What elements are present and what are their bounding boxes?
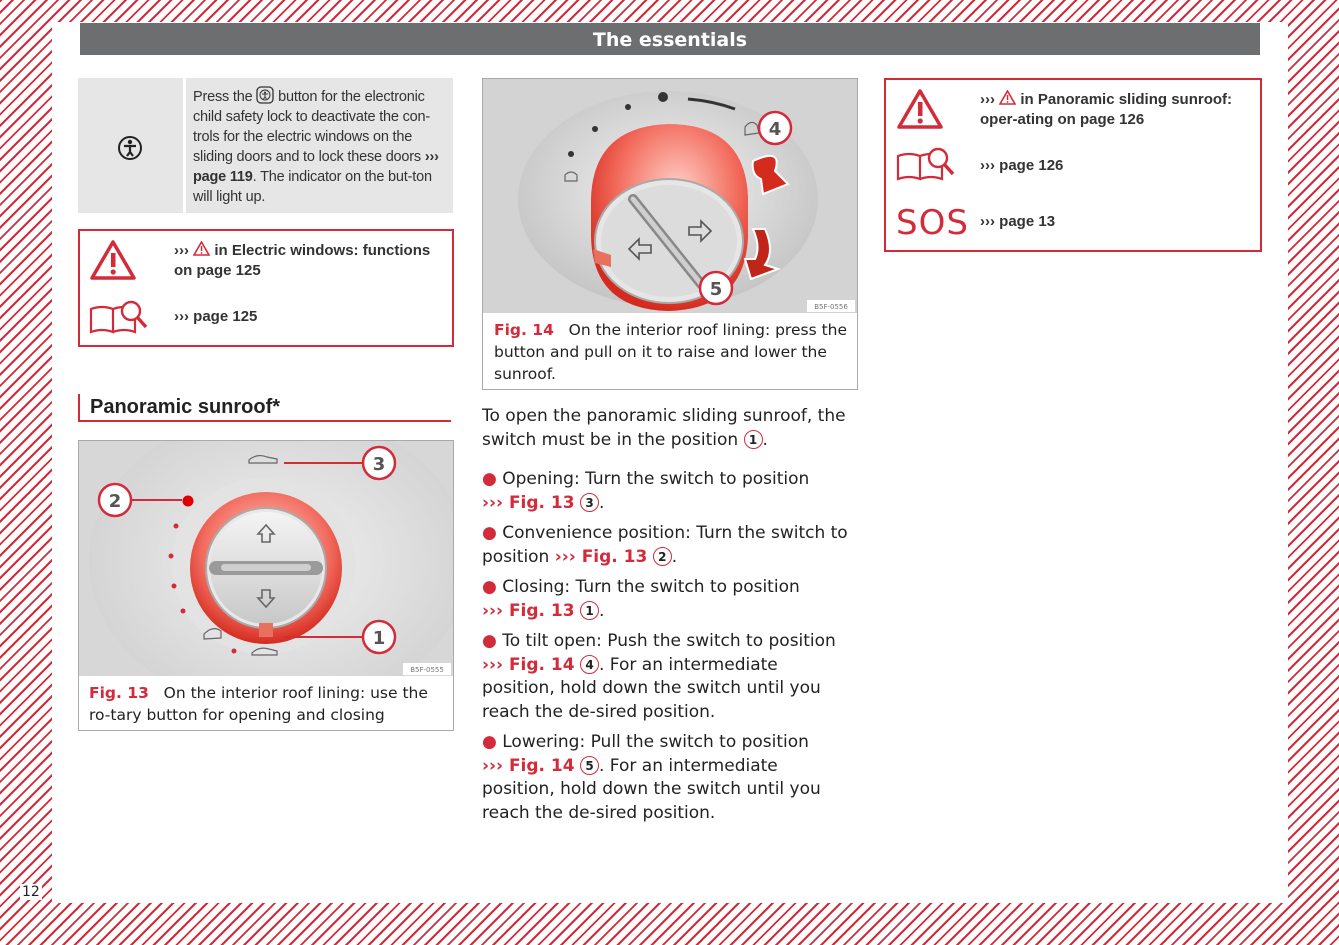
symbol-table [78,78,453,213]
child-lock-text-3: . The indicator on the but-ton will light up. [193,169,432,205]
figure-13 [78,440,454,731]
book-reference-page: page 125 [193,308,258,325]
bullet-item [482,576,852,623]
position-badge: 1 [744,430,763,449]
warning-box-left [78,229,454,347]
ref-arrows: ››› [174,308,189,325]
book-reference[interactable] [980,156,1063,176]
child-lock-text-2: button for the electronic child safety lock to deactivate the con-trols for the electric windows on the sliding doors and to lock these doors [193,89,431,165]
figure-code: B5F-0556 [814,303,848,311]
intro-text: To open the panoramic sliding sunroof, the switch must be in the position [482,406,846,450]
callout-1 [363,621,395,653]
position-badge: 1 [580,601,599,620]
warning-triangle-icon [896,88,944,130]
figure-label: Fig. 14 [494,321,554,339]
child-lock-text-1: Press the [193,89,253,105]
position-badge: 5 [580,756,599,775]
symbol-cell [78,78,186,213]
caption-text: On the interior roof lining: use the ro-tary button for opening and closing [89,684,428,724]
fig-ref-text: Fig. 14 [508,654,575,675]
callout-5-label: 5 [709,279,723,300]
warning-text: in Panoramic sliding sunroof: oper-ating on page 126 [980,91,1233,128]
bullet-dot: ● [482,577,497,597]
warning-box-right [884,78,1262,252]
bullet-dot: ● [482,469,497,489]
figure-14-caption [494,319,849,385]
bullet-tail: . [599,492,605,513]
sunroof-switch-illustration [483,79,857,313]
figure-13-caption [89,682,444,726]
caption-text: On the interior roof lining: press the button and pull on it to raise and lower the sunroof. [494,321,848,383]
ref-arrows: ››› [424,149,439,165]
bullet-dot: ● [482,631,497,651]
bullet-text: Opening: Turn the switch to position [502,469,810,489]
bullet-tail: . For an intermediate position, hold down the switch until you reach the de-sired position. [482,654,821,722]
callout-3-label: 3 [372,454,386,475]
bullet-item [482,522,852,569]
callout-4-label: 4 [768,119,782,140]
book-reference-page: page 126 [999,157,1064,174]
fig-ref-link[interactable]: ››› Fig. 14 [482,755,575,776]
figure-label: Fig. 13 [89,684,149,702]
child-lock-page-link[interactable]: page 119 [193,169,253,185]
bullet-item [482,731,852,825]
fig-ref-link[interactable]: ››› Fig. 13 [482,600,575,621]
ref-arrows: ››› [980,91,995,108]
callout-5 [700,272,732,304]
intro-paragraph: To open the panoramic sliding sunroof, the switch must be in the position 1 . [482,406,846,450]
bullet-item [482,468,852,515]
section-heading: Panoramic sunroof* [78,394,451,422]
figure-code: B5F-0555 [410,666,444,674]
small-warning-icon [999,90,1016,105]
callout-3 [363,447,395,479]
book-reference[interactable] [174,307,257,327]
bullet-text: Convenience position: Turn the switch to position [482,523,848,567]
fig-ref-link[interactable]: ››› Fig. 13 [482,492,575,513]
instructions [482,405,852,825]
position-badge: 2 [653,547,672,566]
callout-2 [99,484,131,516]
rotary-switch-illustration [79,441,453,676]
page-number: 12 [22,884,40,900]
warning-triangle-icon [89,239,137,281]
bullet-tail: . [671,546,678,567]
page-header: The essentials [80,23,1260,55]
child-lock-description [193,86,443,207]
fig-ref-link[interactable]: ››› Fig. 14 [482,654,575,675]
callout-1-label: 1 [372,628,386,649]
warning-reference[interactable] [174,241,444,281]
book-magnifier-icon [88,299,150,335]
bullet-text: Lowering: Pull the switch to position [502,732,809,752]
ref-arrows: ››› [980,157,995,174]
bullet-tail: . For an intermediate position, hold down the switch until you reach the de-sired position. [482,755,821,823]
ref-arrows: ››› [980,213,995,230]
position-badge: 4 [580,655,599,674]
position-badge: 3 [580,493,599,512]
warning-text: in Electric windows: functions on page 125 [174,242,431,279]
child-lock-icon [115,133,145,163]
child-lock-inline-icon [256,86,274,104]
fig-ref-text: Fig. 14 [508,755,575,776]
figure-14-image [483,79,857,313]
bullet-dot: ● [482,523,497,543]
callout-4 [759,112,791,144]
sos-icon: SOS [896,203,969,243]
bullet-text: To tilt open: Push the switch to position [502,631,836,651]
bullet-text: Closing: Turn the switch to position [502,577,800,597]
sos-reference[interactable] [980,212,1055,232]
callout-2-label: 2 [108,491,122,512]
ref-arrows: ››› [174,242,189,259]
fig-ref-text: Fig. 13 [508,600,575,621]
fig-ref-text: Fig. 13 [508,492,575,513]
figure-14 [482,78,858,390]
fig-ref-link[interactable]: ››› Fig. 13 [554,546,648,567]
small-warning-icon [193,241,210,256]
bullet-item [482,630,852,724]
warning-reference[interactable] [980,90,1250,130]
bullet-tail: . [599,600,605,621]
fig-ref-text: Fig. 13 [581,546,648,567]
bullet-dot: ● [482,732,497,752]
book-magnifier-icon [895,146,957,182]
figure-13-image [79,441,453,676]
sos-reference-page: page 13 [999,213,1056,230]
